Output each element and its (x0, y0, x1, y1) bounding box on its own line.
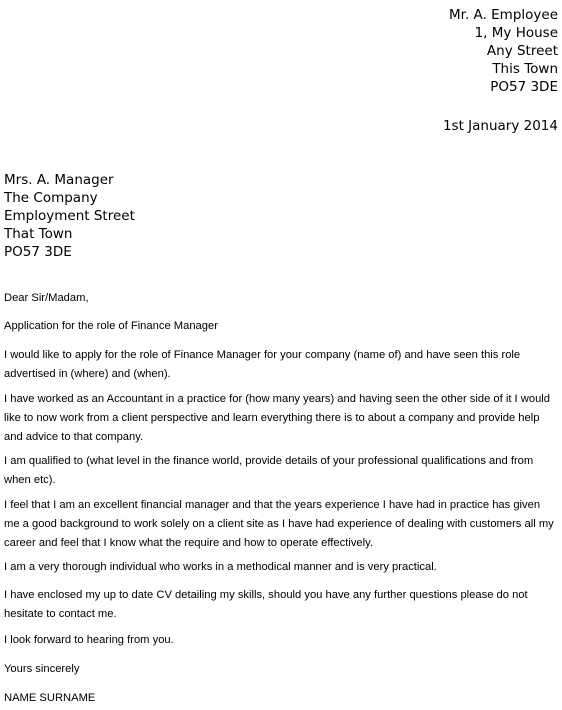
recipient-name: Mrs. A. Manager (4, 172, 114, 188)
sender-address-line: This Town (492, 61, 558, 77)
recipient-postcode: PO57 3DE (4, 244, 72, 260)
recipient-address (4, 171, 135, 261)
letter-date: 1st January 2014 (442, 118, 558, 134)
paragraph-qualifications: I am qualified to (what level in the finance world, provide details of your professional qualifications and from when etc). (4, 455, 534, 486)
sender-address (449, 6, 558, 96)
sender-name: Mr. A. Employee (449, 7, 558, 23)
paragraph-cv: I have enclosed my up to date CV detailing my skills, should you have any further questions please do not hesitate to contact me. (4, 589, 528, 620)
subject-line: Application for the role of Finance Manager (4, 320, 218, 332)
paragraph-closing-remark: I look forward to hearing from you. (4, 634, 174, 646)
salutation: Dear Sir/Madam, (4, 292, 89, 304)
paragraph-experience: I have worked as an Accountant in a practice for (how many years) and having seen the other side of it I would like to now work from a client perspective and learn everything there is to about a company and provide help and advice to that company. (4, 393, 551, 443)
signature-name: NAME SURNAME (4, 692, 96, 704)
sender-postcode: PO57 3DE (490, 79, 558, 95)
closing: Yours sincerely (4, 663, 80, 675)
recipient-address-line: That Town (4, 226, 73, 242)
paragraph-strengths: I feel that I am an excellent financial manager and that the years experience I have had in practice has given me a good background to work solely on a client site as I have had experience of dealing with customers all my career and feel that I know what the require and how to operate effectively. (4, 499, 554, 549)
paragraph-intro: I would like to apply for the role of Finance Manager for your company (name of) and have seen this role advertised in (where) and (when). (4, 349, 521, 380)
paragraph-personality: I am a very thorough individual who works in a methodical manner and is very practical. (4, 561, 437, 573)
recipient-company: The Company (4, 190, 98, 206)
sender-address-line: Any Street (486, 43, 558, 59)
sender-address-line: 1, My House (474, 25, 558, 41)
recipient-address-line: Employment Street (4, 208, 135, 224)
